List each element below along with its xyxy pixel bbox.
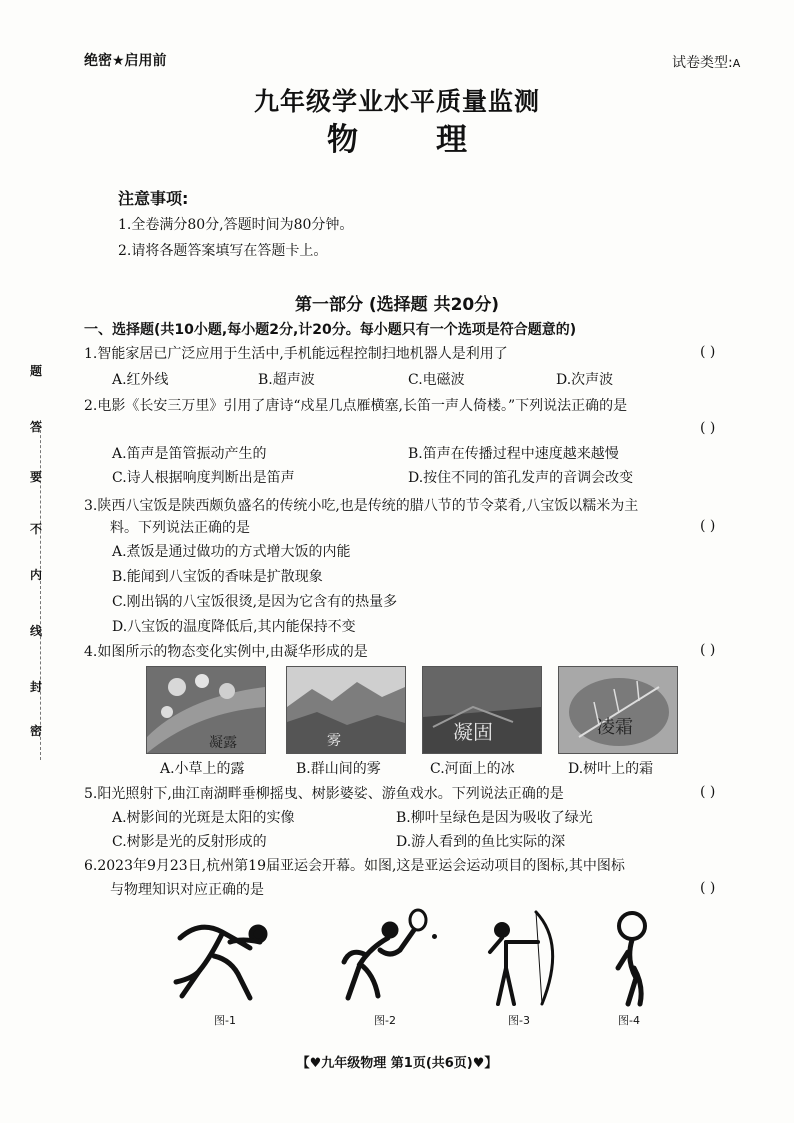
- part-title: 第一部分 (选择题 共20分): [294, 295, 500, 315]
- tennis-pictogram-icon: [330, 908, 440, 1008]
- q6-stem-line-2: 与物理知识对应正确的是: [110, 882, 264, 898]
- seal-char: 线: [30, 624, 43, 638]
- confidential-label: 绝密★启用前: [84, 53, 167, 69]
- q5-option-a: A.树影间的光斑是太阳的实像: [112, 810, 295, 826]
- seal-char: 内: [30, 568, 43, 582]
- q2-option-a: A.笛声是笛管振动产生的: [112, 446, 267, 462]
- q4-photo-frost: [558, 666, 678, 754]
- runner-pictogram-icon: [170, 908, 280, 1008]
- q4-stem: 4.如图所示的物态变化实例中,由凝华形成的是: [84, 644, 368, 660]
- seal-char: 封: [30, 680, 43, 694]
- subject-char-2: 理: [436, 122, 467, 158]
- q4-caption-b: B.群山间的雾: [296, 761, 381, 777]
- q3-answer-paren: ( ): [700, 518, 716, 534]
- q2-option-c: C.诗人根据响度判断出是笛声: [112, 470, 295, 486]
- paper-type-label: 试卷类型:: [672, 55, 733, 71]
- seal-char: 题: [30, 364, 43, 378]
- q3-option-d: D.八宝饭的温度降低后,其内能保持不变: [112, 619, 356, 635]
- notice-item-1: 1.全卷满分80分,答题时间为80分钟。: [118, 217, 354, 233]
- q4-photo-fog: [286, 666, 406, 754]
- q1-option-c: C.电磁波: [408, 372, 465, 388]
- q3-option-a: A.煮饭是通过做功的方式增大饭的内能: [112, 544, 351, 560]
- seal-char: 答: [30, 420, 43, 434]
- seal-char: 不: [30, 522, 43, 536]
- subject-title: [0, 114, 794, 159]
- q2-option-b: B.笛声在传播过程中速度越来越慢: [408, 446, 619, 462]
- q6-stem-line-1: 6.2023年9月23日,杭州第19届亚运会开幕。如图,这是亚运会运动项目的图标,其中图标: [84, 858, 625, 874]
- q3-stem-line-1: 3.陕西八宝饭是陕西颇负盛名的传统小吃,也是传统的腊八节的节令菜肴,八宝饭以糯米为主: [84, 498, 639, 514]
- q1-option-a: A.红外线: [112, 372, 169, 388]
- q5-option-b: B.柳叶呈绿色是因为吸收了绿光: [396, 810, 593, 826]
- notice-title: 注意事项:: [118, 189, 189, 208]
- q5-answer-paren: ( ): [700, 784, 716, 800]
- q1-option-b: B.超声波: [258, 372, 315, 388]
- q1-answer-paren: ( ): [700, 344, 716, 360]
- q4-caption-c: C.河面上的冰: [430, 761, 515, 777]
- section-title: 一、选择题(共10小题,每小题2分,计20分。每小题只有一个选项是符合题意的): [84, 322, 577, 338]
- q4-answer-paren: ( ): [700, 642, 716, 658]
- seal-char: 密: [30, 724, 43, 738]
- q2-option-d: D.按住不同的笛孔发声的音调会改变: [408, 470, 634, 486]
- q2-answer-paren: ( ): [700, 420, 716, 436]
- dot-mark: [432, 934, 437, 939]
- q5-stem: 5.阳光照射下,曲江南湖畔垂柳摇曳、树影婆娑、游鱼戏水。下列说法正确的是: [84, 786, 564, 802]
- page-title: 九年级学业水平质量监测: [253, 87, 540, 116]
- q4-photo-label-b: 雾: [327, 733, 341, 749]
- page-footer: 【♥九年级物理 第1页(共6页)♥】: [296, 1056, 498, 1071]
- figure-caption-4: 图-4: [618, 1014, 640, 1027]
- paper-type-value: A: [732, 57, 741, 70]
- archery-pictogram-icon: [476, 908, 586, 1008]
- seal-char: 要: [30, 470, 43, 484]
- figure-caption-1: 图-1: [214, 1014, 236, 1027]
- q4-photo-label-c: 凝固: [453, 720, 493, 744]
- q3-stem-line-2: 料。下列说法正确的是: [110, 520, 250, 536]
- gymnast-pictogram-icon: [606, 908, 716, 1008]
- q5-option-c: C.树影是光的反射形成的: [112, 834, 267, 850]
- q4-photo-label-a: 凝露: [209, 735, 237, 751]
- subject-char-1: 物: [327, 122, 358, 158]
- q2-stem: 2.电影《长安三万里》引用了唐诗“戍星几点雁横塞,长笛一声人倚楼。”下列说法正确的是: [84, 398, 628, 414]
- q1-stem: 1.智能家居已广泛应用于生活中,手机能远程控制扫地机器人是利用了: [84, 346, 508, 362]
- figure-caption-3: 图-3: [508, 1014, 530, 1027]
- q4-photo-dew: [146, 666, 266, 754]
- figure-caption-2: 图-2: [374, 1014, 396, 1027]
- q3-option-b: B.能闻到八宝饭的香味是扩散现象: [112, 569, 323, 585]
- paper-type: [672, 52, 740, 72]
- q4-photo-label-d: 凌霜: [597, 717, 633, 738]
- q4-caption-d: D.树叶上的霜: [568, 761, 654, 777]
- q4-photo-ice: [422, 666, 542, 754]
- q5-option-d: D.游人看到的鱼比实际的深: [396, 834, 566, 850]
- notice-item-2: 2.请将各题答案填写在答题卡上。: [118, 243, 328, 259]
- q6-answer-paren: ( ): [700, 880, 716, 896]
- q1-option-d: D.次声波: [556, 372, 614, 388]
- q3-option-c: C.刚出锅的八宝饭很烫,是因为它含有的热量多: [112, 594, 398, 610]
- q4-caption-a: A.小草上的露: [160, 761, 245, 777]
